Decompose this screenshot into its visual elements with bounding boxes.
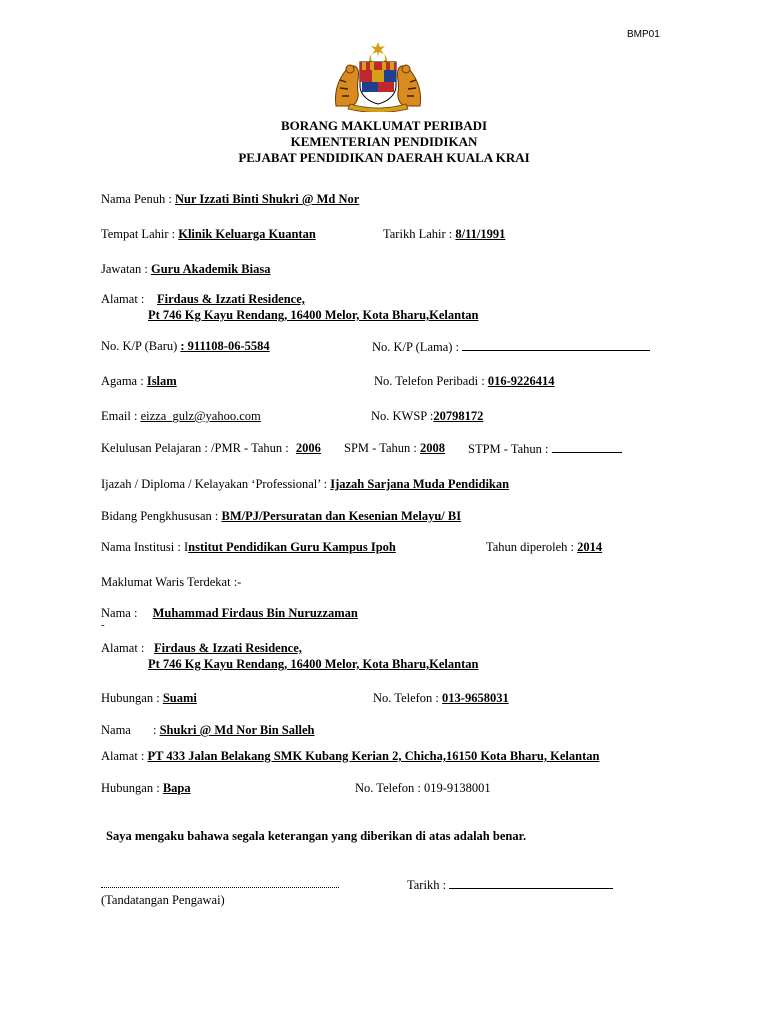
spm-tahun-value: 2008 (420, 441, 445, 455)
kelulusan-row (101, 440, 321, 456)
kp-lama-blank (462, 338, 650, 351)
tarikh-lahir-row (383, 226, 505, 242)
form-title: BORANG MAKLUMAT PERIBADI (280, 118, 488, 133)
declaration-text: Saya mengaku bahawa segala keterangan yang diberikan di atas adalah benar. (106, 829, 527, 843)
kp-lama-row (372, 338, 650, 355)
office-name: PEJABAT PENDIDIKAN DAERAH KUALA KRAI (238, 150, 530, 165)
nama-penuh-label: Nama Penuh : (101, 192, 172, 206)
tempat-lahir-row (101, 226, 316, 242)
kp-baru-value: : 911108-06-5584 (180, 339, 270, 353)
spm-row (344, 440, 445, 456)
stpm-label: STPM - Tahun : (468, 442, 549, 456)
kwsp-label: No. KWSP : (371, 409, 434, 423)
waris2-hubungan-row (101, 780, 209, 796)
email-row (101, 408, 273, 424)
kp-lama-label: No. K/P (Lama) : (372, 340, 460, 354)
nama-penuh-row (101, 191, 359, 207)
kelulusan-label: Kelulusan Pelajaran : /PMR - Tahun : (101, 441, 289, 455)
waris1-telefon-label: No. Telefon : (373, 691, 439, 705)
bidang-label: Bidang Pengkhususan : (101, 509, 219, 523)
waris2-nama-value: Shukri @ Md Nor Bin Salleh (159, 723, 315, 737)
tempat-lahir-value: Klinik Keluarga Kuantan (178, 227, 316, 241)
kwsp-row (371, 408, 483, 424)
waris2-hubungan-label: Hubungan : (101, 781, 160, 795)
nama-penuh-value: Nur Izzati Binti Shukri @ Md Nor (174, 192, 360, 206)
waris2-alamat-row (101, 748, 603, 764)
ministry-name: KEMENTERIAN PENDIDIKAN (290, 134, 478, 149)
jawatan-label: Jawatan : (101, 262, 148, 276)
tarikh-lahir-label: Tarikh Lahir : (383, 227, 453, 241)
tarikh-blank (449, 876, 613, 889)
signature-blank (101, 877, 339, 888)
bidang-row (101, 508, 467, 524)
agama-row (101, 373, 191, 389)
waris1-nama-label: Nama : (101, 606, 138, 620)
waris1-alamat-line-1: Firdaus & Izzati Residence, (154, 641, 302, 655)
jawatan-row (101, 261, 270, 277)
tahun-diperoleh-label: Tahun diperoleh : (486, 540, 574, 554)
tempat-lahir-label: Tempat Lahir : (101, 227, 176, 241)
waris1-nama-row (101, 605, 358, 621)
alamat-line-2: Pt 746 Kg Kayu Rendang, 16400 Melor, Kota Bharu,Kelantan (148, 308, 479, 322)
waris1-hubungan-row (101, 690, 209, 706)
waris2-nama-row (153, 722, 314, 738)
ijazah-row (101, 476, 509, 492)
kwsp-value: 20798172 (433, 409, 484, 423)
tahun-diperoleh-row (486, 539, 602, 555)
waris2-telefon: No. Telefon : 019-9138001 (355, 781, 491, 795)
waris1-nama-value: Muhammad Firdaus Bin Nuruzzaman (152, 606, 358, 620)
spm-label: SPM - Tahun : (344, 441, 417, 455)
waris2-nama-label: Nama (101, 723, 131, 737)
waris1-telefon-value: 013-9658031 (442, 691, 509, 705)
waris2-nama-colon: : (153, 723, 157, 737)
institusi-row (101, 539, 396, 555)
kp-baru-row (101, 338, 270, 354)
jawatan-value: Guru Akademik Biasa (150, 262, 271, 276)
tarikh-row (407, 876, 613, 893)
alamat-label: Alamat : (101, 292, 145, 306)
telefon-label: No. Telefon Peribadi : (374, 374, 485, 388)
ijazah-label: Ijazah / Diploma / Kelayakan ‘Professional’ : (101, 477, 328, 491)
email-value: eizza_gulz@yahoo.com (140, 409, 261, 423)
waris1-hubungan-value: Suami (162, 691, 197, 705)
agama-label: Agama : (101, 374, 144, 388)
kp-baru-label: No. K/P (Baru) (101, 339, 178, 353)
institusi-label: Nama Institusi : I (101, 540, 189, 554)
waris1-alamat-label: Alamat : (101, 641, 145, 655)
coat-of-arms-emblem (328, 40, 428, 112)
pmr-tahun-value: 2006 (295, 441, 321, 455)
signature-caption: (Tandatangan Pengawai) (101, 893, 225, 907)
telefon-row (374, 373, 554, 389)
stpm-tahun-blank (552, 440, 622, 453)
waris1-alamat-line-2: Pt 746 Kg Kayu Rendang, 16400 Melor, Kota Bharu,Kelantan (148, 657, 479, 671)
tarikh-lahir-value: 8/11/1991 (455, 227, 506, 241)
tarikh-label: Tarikh : (407, 878, 447, 892)
tahun-diperoleh-value: 2014 (577, 540, 603, 554)
signature-line (101, 876, 339, 892)
waris2-alamat-value: PT 433 Jalan Belakang SMK Kubang Kerian 2, Chicha,16150 Kota Bharu, Kelantan (147, 749, 600, 763)
stpm-row (468, 440, 622, 457)
telefon-value: 016-9226414 (487, 374, 555, 388)
agama-value: Islam (146, 374, 177, 388)
email-label: Email : (101, 409, 138, 423)
ijazah-value: Ijazah Sarjana Muda Pendidikan (330, 477, 510, 491)
waris2-alamat-label: Alamat : (101, 749, 145, 763)
waris2-hubungan-value: Bapa (162, 781, 191, 795)
bidang-value: BM/PJ/Persuratan dan Kesenian Melayu/ BI (221, 509, 462, 523)
waris1-telefon-row (373, 690, 509, 706)
waris1-dash: - (101, 619, 105, 631)
waris-heading: Maklumat Waris Terdekat :- (101, 575, 242, 589)
institusi-value: nstitut Pendidikan Guru Kampus Ipoh (188, 540, 396, 554)
waris1-hubungan-label: Hubungan : (101, 691, 160, 705)
document-code: BMP01 (627, 29, 660, 40)
alamat-line-1: Firdaus & Izzati Residence, (157, 292, 305, 306)
